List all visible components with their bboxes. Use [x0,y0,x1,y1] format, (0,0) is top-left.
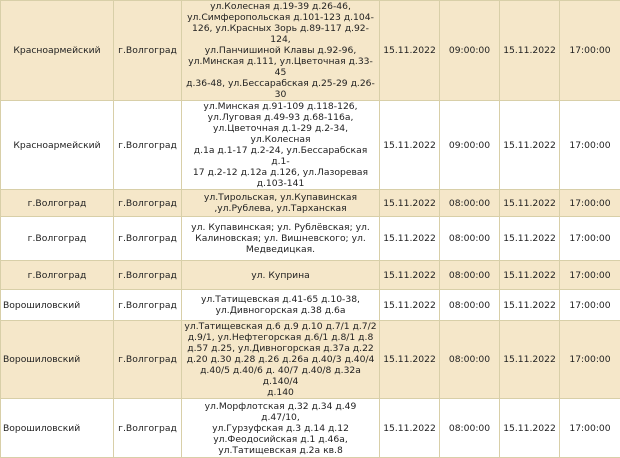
address-line: Калиновская; ул. Вишневского; ул. [184,233,377,244]
address-line: д.140 [184,387,377,398]
start-time-cell: 08:00:00 [440,290,500,321]
start-time-cell: 08:00:00 [440,217,500,261]
address-line: ул.Луговая д.49-93 д.68-116а, [184,112,377,123]
address-line: д.40/5 д.40/6 д. 40/7 д.40/8 д.32а д.140/4 [184,365,377,387]
table-row [1,217,620,261]
address-cell [182,290,380,321]
address-line: Медведицкая. [184,244,377,255]
city-cell: г.Волгоград [114,290,182,321]
district-cell: г.Волгоград [1,217,114,261]
address-line: ул. Купавинская; ул. Рублёвская; ул. [184,222,377,233]
end-time-cell: 17:00:00 [560,321,620,399]
address-line: ул.Дивногорская д.38 д.6а [184,305,377,316]
end-time-cell: 17:00:00 [560,261,620,290]
start-date-cell: 15.11.2022 [380,399,440,458]
table-row [1,290,620,321]
address-line: 17 д.2-12 д.12а д.126, ул.Лазоревая [184,167,377,178]
address-line: д.103-141 [184,178,377,189]
address-cell [182,101,380,190]
address-line: ул.Татищевская д.6 д.9 д.10 д.7/1 д.7/2 [184,321,377,332]
address-cell [182,1,380,101]
end-time-cell: 17:00:00 [560,190,620,217]
address-line: ул.Панчишиной Клавы д.92-96, [184,45,377,56]
city-cell: г.Волгоград [114,101,182,190]
address-line: ул.Гурзуфская д.3 д.14 д.12 [184,423,377,434]
start-date-cell: 15.11.2022 [380,321,440,399]
end-date-cell: 15.11.2022 [500,101,560,190]
start-time-cell: 08:00:00 [440,399,500,458]
table-row [1,261,620,290]
end-time-cell: 17:00:00 [560,217,620,261]
address-cell [182,321,380,399]
start-time-cell: 09:00:00 [440,1,500,101]
start-date-cell: 15.11.2022 [380,217,440,261]
district-cell: Ворошиловский [1,321,114,399]
end-time-cell: 17:00:00 [560,399,620,458]
address-line: 126, ул.Красных Зорь д.89-117 д.92-124, [184,23,377,45]
end-date-cell: 15.11.2022 [500,290,560,321]
end-date-cell: 15.11.2022 [500,1,560,101]
start-time-cell: 08:00:00 [440,190,500,217]
start-date-cell: 15.11.2022 [380,290,440,321]
address-line: д.36-48, ул.Бессарабская д.25-29 д.26-30 [184,78,377,100]
city-cell: г.Волгоград [114,399,182,458]
address-line: д.9/1, ул.Нефтегорская д.6/1 д.8/1 д.8 [184,332,377,343]
end-time-cell: 17:00:00 [560,290,620,321]
end-time-cell: 17:00:00 [560,101,620,190]
address-line: д.57 д.25, ул.Дивногорская д.37а д.22 [184,343,377,354]
table-row [1,101,620,190]
table-row [1,321,620,399]
table-row [1,190,620,217]
start-time-cell: 08:00:00 [440,261,500,290]
start-date-cell: 15.11.2022 [380,190,440,217]
district-cell: г.Волгоград [1,261,114,290]
address-cell [182,190,380,217]
address-line: ул.Татищевская д.2а кв.8 [184,445,377,456]
start-date-cell: 15.11.2022 [380,1,440,101]
address-line: ул.Колесная д.19-39 д.26-46, [184,1,377,12]
start-time-cell: 08:00:00 [440,321,500,399]
district-cell: г.Волгоград [1,190,114,217]
end-date-cell: 15.11.2022 [500,399,560,458]
end-time-cell: 17:00:00 [560,1,620,101]
end-date-cell: 15.11.2022 [500,321,560,399]
city-cell: г.Волгоград [114,217,182,261]
city-cell: г.Волгоград [114,321,182,399]
district-cell: Красноармейский [1,101,114,190]
district-cell: Красноармейский [1,1,114,101]
table-body [1,1,620,458]
address-cell [182,217,380,261]
address-line: ,ул.Рублева, ул.Тарханская [184,203,377,214]
address-line: ул. Куприна [184,270,377,281]
end-date-cell: 15.11.2022 [500,217,560,261]
address-line: ул.Минская д.91-109 д.118-126, [184,101,377,112]
city-cell: г.Волгоград [114,190,182,217]
district-cell: Ворошиловский [1,399,114,458]
address-line: ул.Татищевская д.41-65 д.10-38, [184,294,377,305]
start-date-cell: 15.11.2022 [380,101,440,190]
address-line: д.20 д.30 д.28 д.26 д.26а д.40/3 д.40/4 [184,354,377,365]
address-line: ул.Феодосийская д.1 д.46а, [184,434,377,445]
address-line: ул.Морфлотская д.32 д.34 д.49 д.47/10, [184,401,377,423]
address-cell [182,399,380,458]
address-line: ул.Минская д.111, ул.Цветочная д.33-45 [184,56,377,78]
table-row [1,1,620,101]
start-date-cell: 15.11.2022 [380,261,440,290]
address-line: д.1а д.1-17 д.2-24, ул.Бессарабская д.1- [184,145,377,167]
address-line: ул.Цветочная д.1-29 д.2-34, ул.Колесная [184,123,377,145]
address-cell [182,261,380,290]
city-cell: г.Волгоград [114,261,182,290]
table-row [1,399,620,458]
start-time-cell: 09:00:00 [440,101,500,190]
address-line: ул.Тирольская, ул.Купавинская [184,192,377,203]
end-date-cell: 15.11.2022 [500,190,560,217]
end-date-cell: 15.11.2022 [500,261,560,290]
city-cell: г.Волгоград [114,1,182,101]
address-line: ул.Симферопольская д.101-123 д.104- [184,12,377,23]
district-cell: Ворошиловский [1,290,114,321]
